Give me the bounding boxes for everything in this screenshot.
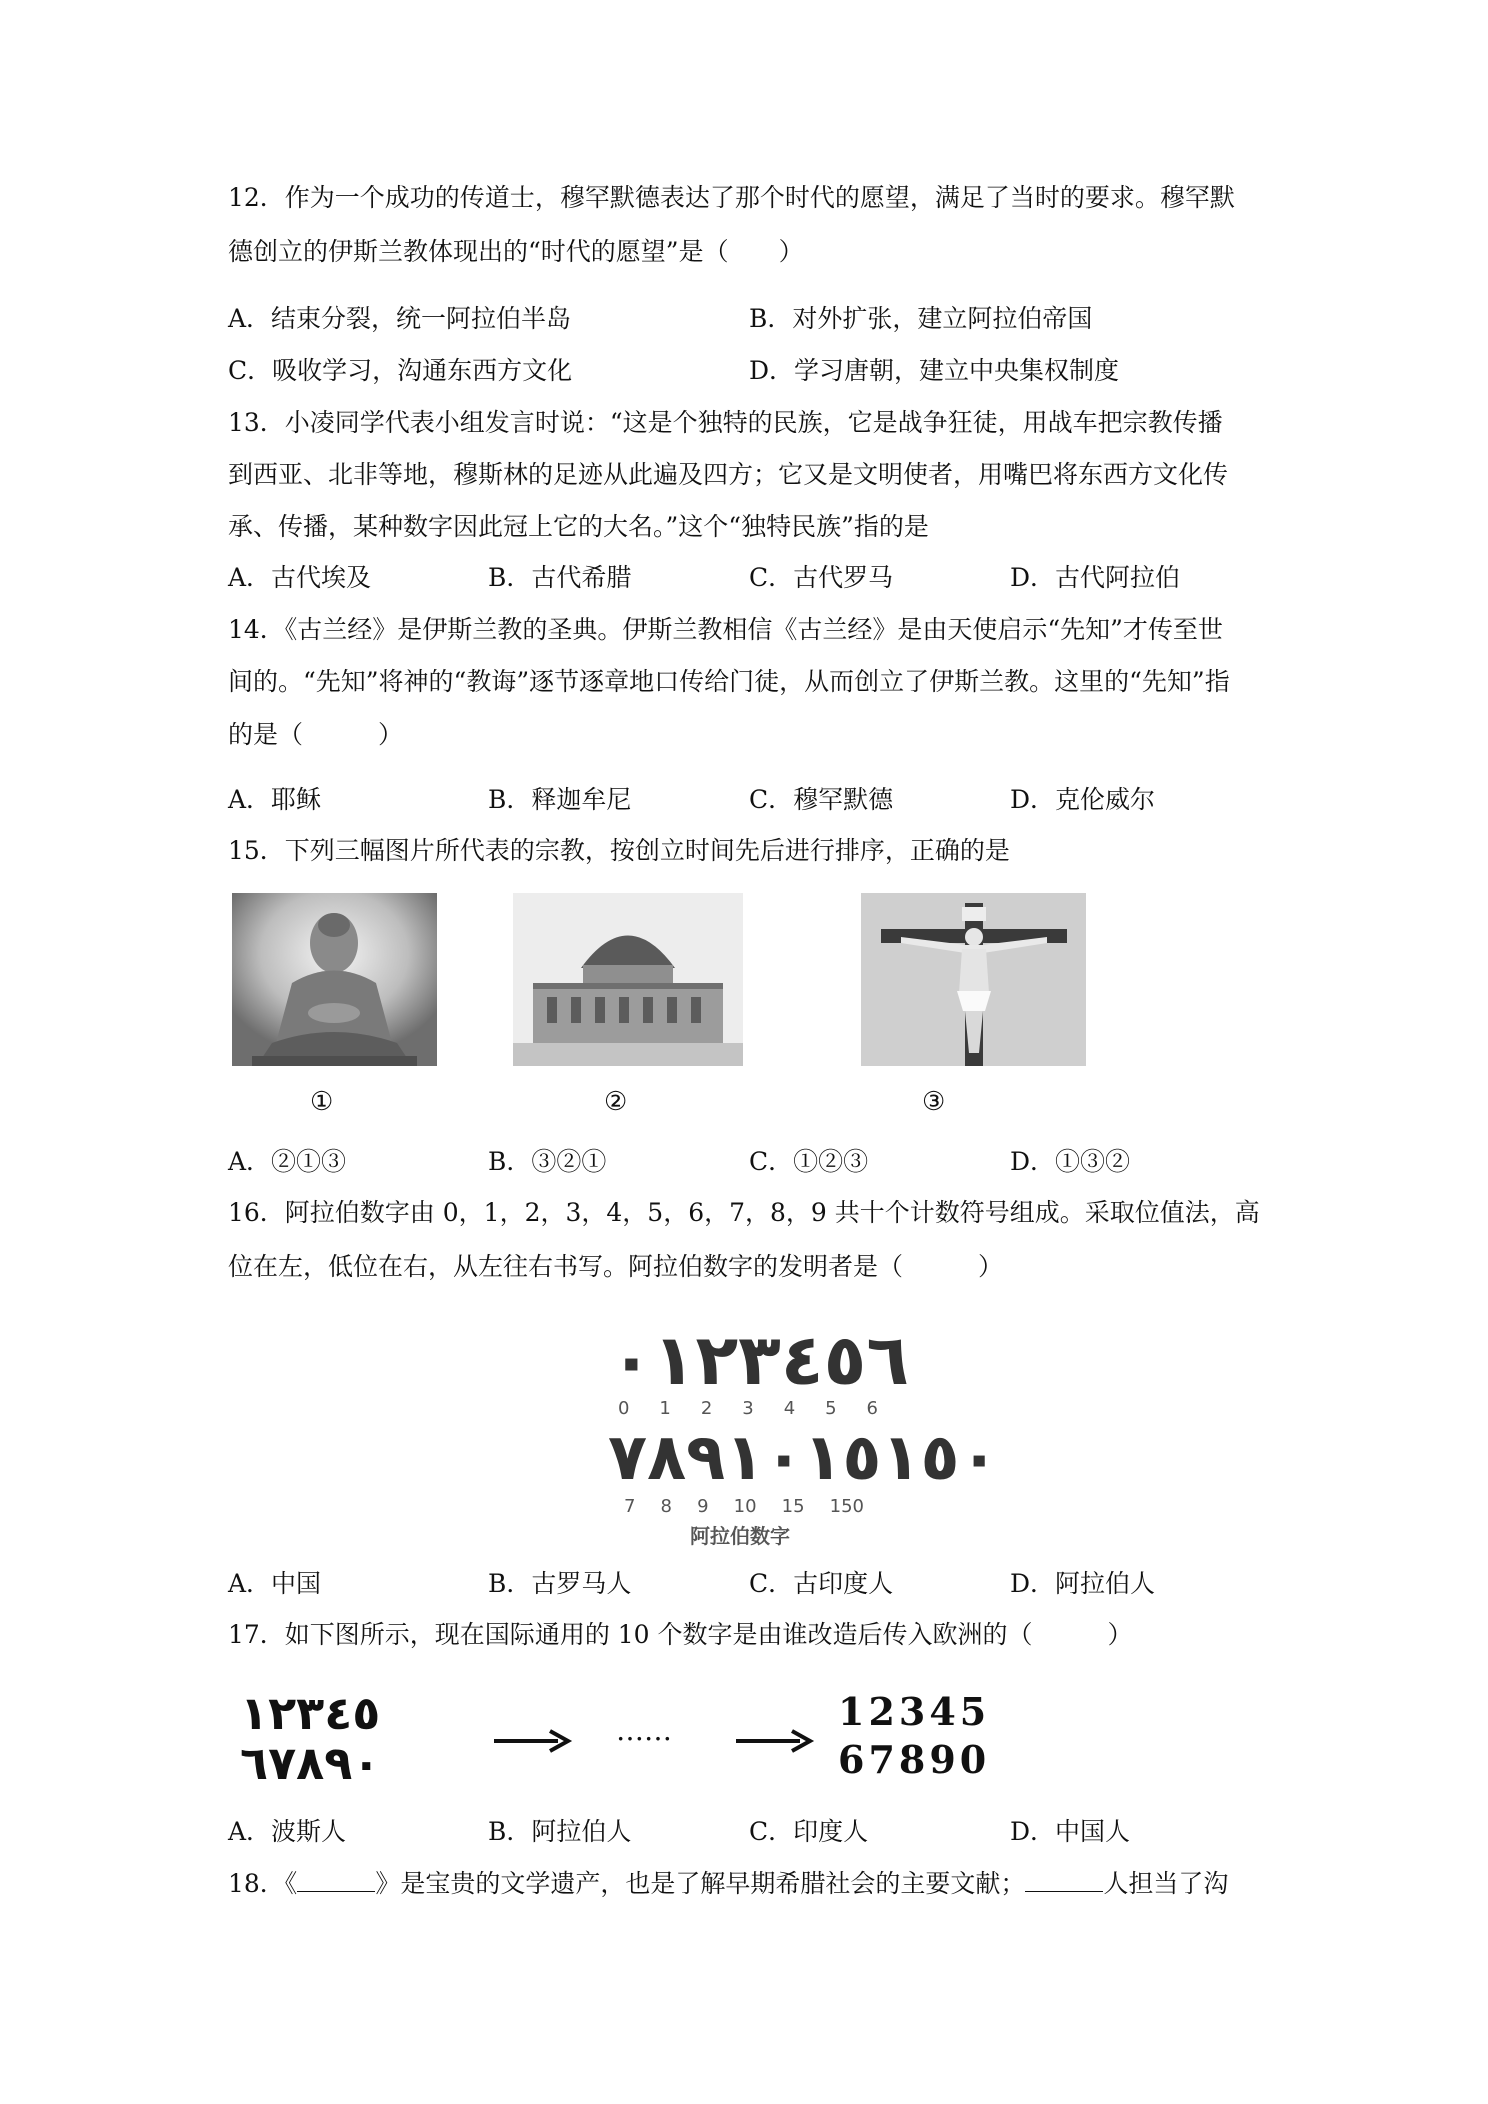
q12-option-b[interactable]: B．对外扩张，建立阿拉伯帝国 bbox=[749, 304, 1093, 333]
arabic-numbers-row2: 7 8 9 10 15 150 bbox=[624, 1496, 864, 1517]
arabic-numbers-row1: 0 1 2 3 4 5 6 bbox=[618, 1398, 878, 1419]
arrow-right-icon bbox=[734, 1726, 814, 1756]
q13-stem-line1: 13．小凌同学代表小组发言时说：“这是个独特的民族，它是战争狂徒，用战车把宗教传播 bbox=[228, 408, 1223, 437]
q16-stem-line1: 16．阿拉伯数字由 0，1，2，3，4，5，6，7，8，9 共十个计数符号组成。采取位值法，高 bbox=[228, 1198, 1260, 1227]
arabic-numerals-figure bbox=[600, 1319, 999, 1548]
crucifix-image bbox=[861, 893, 1086, 1066]
q12-option-a[interactable]: A．结束分裂，统一阿拉伯半岛 bbox=[228, 304, 572, 333]
figure-label-3: ③ bbox=[922, 1087, 946, 1117]
ellipsis: …… bbox=[616, 1714, 672, 1747]
q15-option-a[interactable]: A．②①③ bbox=[228, 1147, 347, 1176]
q15-option-c[interactable]: C．①②③ bbox=[749, 1147, 869, 1176]
q14-stem-line1: 14．《古兰经》是伊斯兰教的圣典。伊斯兰教相信《古兰经》是由天使启示“先知”才传至世 bbox=[228, 615, 1223, 644]
q12-option-d[interactable]: D．学习唐朝，建立中央集权制度 bbox=[749, 356, 1120, 385]
q16-option-b[interactable]: B．古罗马人 bbox=[488, 1569, 632, 1598]
q13-stem-line3: 承、传播，某种数字因此冠上它的大名。”这个“独特民族”指的是 bbox=[228, 512, 929, 541]
q14-option-c[interactable]: C．穆罕默德 bbox=[749, 785, 894, 814]
arabic-numerals-row2: ٦٧٨٩٠ bbox=[240, 1736, 381, 1790]
q17-option-d[interactable]: D．中国人 bbox=[1010, 1817, 1131, 1846]
q14-stem-line3: 的是（ ） bbox=[228, 720, 404, 749]
q13-option-c[interactable]: C．古代罗马 bbox=[749, 563, 894, 592]
arabic-numerals-caption: 阿拉伯数字 bbox=[690, 1524, 790, 1548]
q13-option-d[interactable]: D．古代阿拉伯 bbox=[1010, 563, 1181, 592]
q15-option-b[interactable]: B．③②① bbox=[488, 1147, 607, 1176]
q15-stem: 15．下列三幅图片所代表的宗教，按创立时间先后进行排序，正确的是 bbox=[228, 836, 1010, 865]
q13-stem-line2: 到西亚、北非等地，穆斯林的足迹从此遍及四方；它又是文明使者，用嘴巴将东西方文化传 bbox=[228, 460, 1229, 489]
numeral-evolution-figure bbox=[230, 1688, 1090, 1796]
q12-stem-line2: 德创立的伊斯兰教体现出的“时代的愿望”是（ ） bbox=[228, 237, 804, 266]
q14-option-d[interactable]: D．克伦威尔 bbox=[1010, 785, 1156, 814]
q12-option-c[interactable]: C．吸收学习，沟通东西方文化 bbox=[228, 356, 573, 385]
arabic-glyphs-row1: ٠١٢٣٤٥٦ bbox=[610, 1319, 910, 1401]
q13-option-b[interactable]: B．古代希腊 bbox=[488, 563, 632, 592]
q17-option-a[interactable]: A．波斯人 bbox=[228, 1817, 347, 1846]
western-numerals-row1: 12345 bbox=[838, 1689, 991, 1734]
q14-stem-line2: 间的。“先知”将神的“教诲”逐节逐章地口传给门徒，从而创立了伊斯兰教。这里的“先知”指 bbox=[228, 667, 1230, 696]
q14-option-a[interactable]: A．耶稣 bbox=[228, 785, 322, 814]
western-numerals-row2: 67890 bbox=[838, 1737, 991, 1782]
q15-option-d[interactable]: D．①③② bbox=[1010, 1147, 1131, 1176]
figure-label-1: ① bbox=[310, 1087, 334, 1117]
q16-option-c[interactable]: C．古印度人 bbox=[749, 1569, 894, 1598]
q14-option-b[interactable]: B．释迦牟尼 bbox=[488, 785, 632, 814]
dome-mosque-image bbox=[513, 893, 743, 1066]
q18-blank-2[interactable] bbox=[1025, 1867, 1103, 1892]
q16-option-a[interactable]: A．中国 bbox=[228, 1569, 322, 1598]
arabic-numerals-row1: ١٢٣٤٥ bbox=[240, 1686, 381, 1740]
buddha-statue-image bbox=[232, 893, 437, 1066]
q17-option-c[interactable]: C．印度人 bbox=[749, 1817, 869, 1846]
q16-option-d[interactable]: D．阿拉伯人 bbox=[1010, 1569, 1156, 1598]
q17-stem: 17．如下图所示，现在国际通用的 10 个数字是由谁改造后传入欧洲的（ ） bbox=[228, 1620, 1133, 1649]
q18-blank-1[interactable] bbox=[297, 1867, 375, 1892]
arabic-glyphs-row2: ٧٨٩١٠١٥١٥٠ bbox=[608, 1421, 999, 1495]
q12-stem-line1: 12．作为一个成功的传道士，穆罕默德表达了那个时代的愿望，满足了当时的要求。穆罕默 bbox=[228, 183, 1235, 212]
q17-option-b[interactable]: B．阿拉伯人 bbox=[488, 1817, 632, 1846]
q13-option-a[interactable]: A．古代埃及 bbox=[228, 563, 372, 592]
q16-stem-line2: 位在左，低位在右，从左往右书写。阿拉伯数字的发明者是（ ） bbox=[228, 1252, 1004, 1281]
arrow-right-icon bbox=[492, 1726, 572, 1756]
figure-label-2: ② bbox=[604, 1087, 628, 1117]
q18-stem: 18．《 》是宝贵的文学遗产，也是了解早期希腊社会的主要文献； 人担当了沟 bbox=[228, 1869, 1229, 1898]
